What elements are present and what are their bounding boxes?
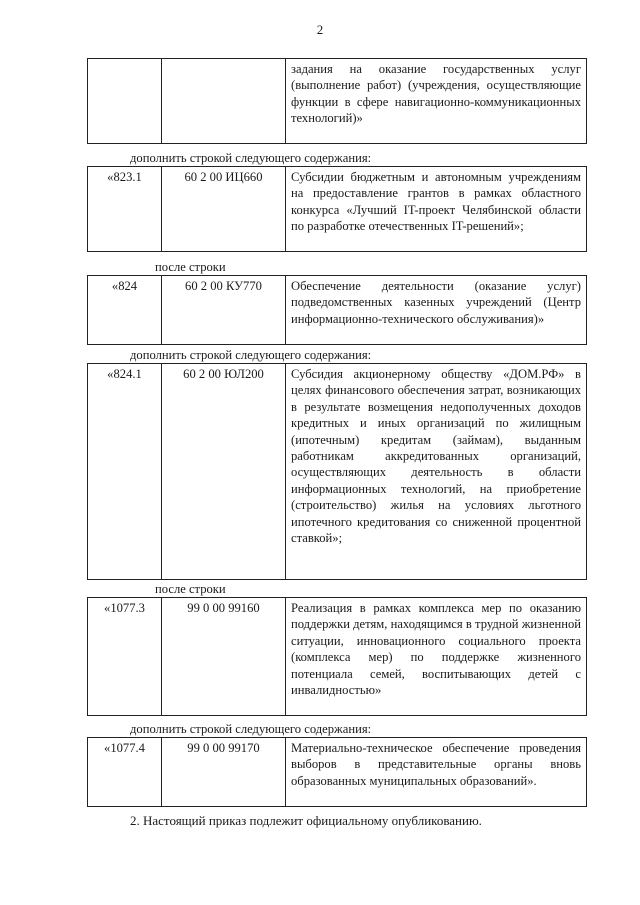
row-kcsr: 60 2 00 КУ770 — [162, 276, 286, 345]
row-code: «1077.4 — [88, 738, 162, 807]
table-fragment-3 — [87, 275, 587, 345]
row-kcsr: 60 2 00 ИЦ660 — [162, 167, 286, 252]
row-kcsr: 99 0 00 99160 — [162, 598, 286, 716]
closing-paragraph: 2. Настоящий приказ подлежит официальному опубликованию. — [130, 813, 482, 828]
table-row — [88, 364, 587, 580]
row-code: «1077.3 — [88, 598, 162, 716]
instruction-add-row: дополнить строкой следующего содержания: — [130, 151, 372, 165]
table-row — [88, 738, 587, 807]
instruction-after-row: после строки — [155, 582, 226, 596]
row-name: Субсидии бюджетным и автономным учреждениям на предоставление грантов в рамках областного конкурса «Лучший IT-проект Челябинской области по разработке отечественных IT-решений»; — [286, 167, 587, 252]
instruction-add-row: дополнить строкой следующего содержания: — [130, 348, 372, 362]
table-fragment-4 — [87, 363, 587, 580]
table-fragment-1 — [87, 58, 587, 144]
table-fragment-6 — [87, 737, 587, 807]
table-row — [88, 59, 587, 144]
row-name: Субсидия акционерному обществу «ДОМ.РФ» в целях финансового обеспечения затрат, возникающих в результате возмещения недополученных доходов кредитных и иных организаций по жилищным (ипотечным) кредитам (займам), выданным работникам аккредитованных организаций, осуществляющих деятельность в области информационных технологий, на приобретение (строительство) жилья на условиях льготного ипотечного кредитования со сниженной процентной ставкой»; — [286, 364, 587, 580]
row-code: «824 — [88, 276, 162, 345]
row-kcsr: 60 2 00 ЮЛ200 — [162, 364, 286, 580]
row-code: «824.1 — [88, 364, 162, 580]
instruction-add-row: дополнить строкой следующего содержания: — [130, 722, 372, 736]
row-name: Обеспечение деятельности (оказание услуг) подведомственных казенных учреждений (Центр информационно-технического обслуживания)» — [286, 276, 587, 345]
table-row — [88, 276, 587, 345]
row-code — [88, 59, 162, 144]
row-code: «823.1 — [88, 167, 162, 252]
row-kcsr — [162, 59, 286, 144]
table-row — [88, 598, 587, 716]
row-name: задания на оказание государственных услуг (выполнение работ) (учреждения, осуществляющие функции в сфере навигационно-коммуникационных технологий)» — [286, 59, 587, 144]
row-name: Материально-техническое обеспечение проведения выборов в представительные органы вновь образованных муниципальных образований». — [286, 738, 587, 807]
table-row — [88, 167, 587, 252]
row-name: Реализация в рамках комплекса мер по оказанию поддержки детям, находящимся в трудной жизненной ситуации, инновационного социального проекта (комплекса мер) по поддержке жизненного потенциала семей, воспитывающих детей с инвалидностью» — [286, 598, 587, 716]
row-kcsr: 99 0 00 99170 — [162, 738, 286, 807]
page-number: 2 — [316, 22, 324, 37]
table-fragment-2 — [87, 166, 587, 252]
table-fragment-5 — [87, 597, 587, 716]
instruction-after-row: после строки — [155, 260, 226, 274]
